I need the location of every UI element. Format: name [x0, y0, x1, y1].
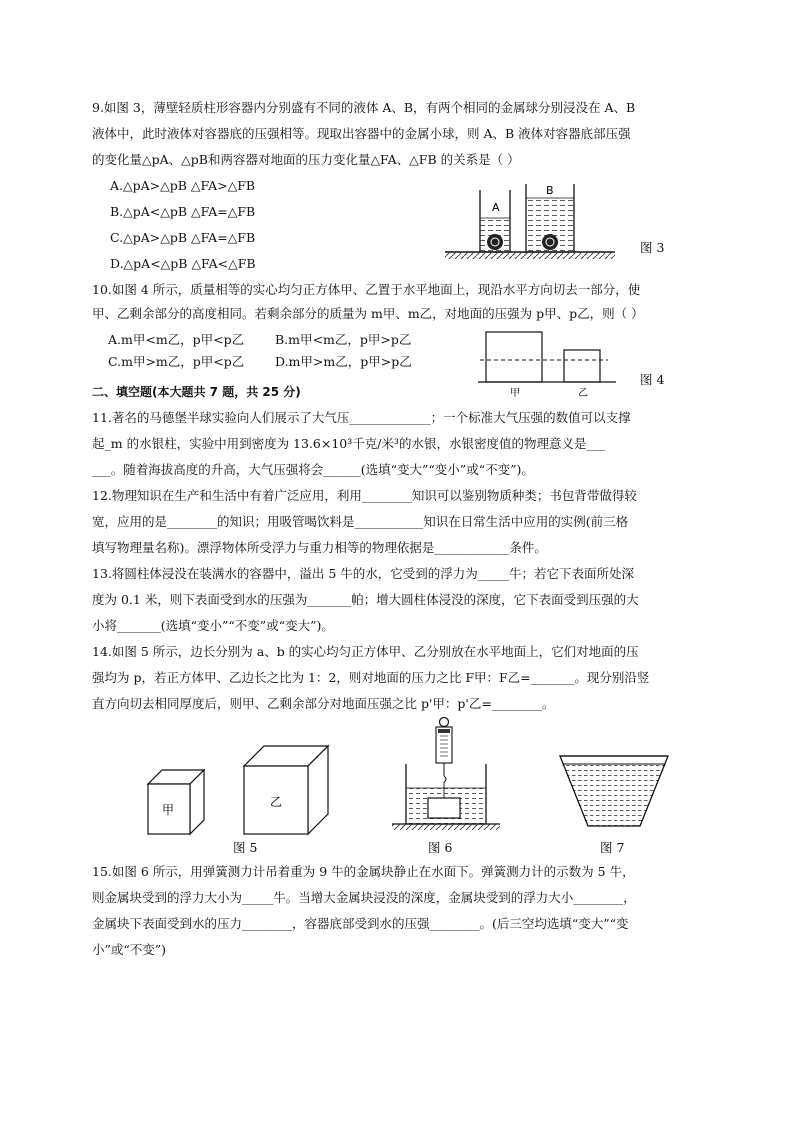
q10-line-2: 甲、乙剩余部分的高度相同。若剩余部分的质量为 m甲、m乙，对地面的压强为 p甲、p乙，则（ ）: [92, 306, 644, 321]
q11-line-3: ___。随着海拔高度的升高，大气压强将会______(选填“变大”“变小”或“不变”)。: [92, 462, 534, 477]
figure-4-caption: 图 4: [640, 372, 665, 387]
q15-line-2: 则金属块受到的浮力大小为_____牛。当增大金属块浸没的深度，金属块受到的浮力大小________，: [92, 890, 636, 905]
figure-5-caption: 图 5: [233, 840, 258, 855]
q9-line-2: 液体中，此时液体对容器底的压强相等。现取出容器中的金属小球，则 A、B 液体对容器底部压强: [92, 126, 631, 141]
q13-line-3: 小将_______(选填“变小”“不变”或“变大”)。: [92, 618, 334, 633]
section-heading: 二、填空题(本大题共 7 题，共 25 分): [92, 385, 301, 399]
q12-line-1: 12.物理知识在生产和生活中有着广泛应用，利用________知识可以鉴别物质种类；书包背带做得较: [92, 488, 637, 503]
label-a: A: [492, 201, 500, 214]
q9-option-d: D.△pA<△pB △FA<△FB: [110, 256, 256, 271]
q11-line-1: 11.著名的马德堡半球实验向人们展示了大气压_____________；一个标准大气压强的数值可以支撑: [92, 410, 631, 425]
cube-jia: [486, 332, 542, 382]
q15-line-3: 金属块下表面受到水的压力________，容器底部受到水的压强________。(后三空均选填“变大”“变: [92, 916, 629, 931]
metal-ball-b: [542, 234, 558, 250]
cube-jia-label: 甲: [162, 803, 175, 817]
figure-6: [388, 716, 508, 836]
q9-line-3: 的变化量△pA、△pB和两容器对地面的压力变化量△FA、△FB 的关系是（ ）: [92, 152, 520, 167]
figure-4: [478, 326, 618, 400]
q10-option-c: C.m甲>m乙，p甲<p乙: [108, 354, 245, 369]
q9-line-1: 9.如图 3，薄壁轻质柱形容器内分别盛有不同的液体 A、B，有两个相同的金属球分别浸没在 A、B: [92, 100, 636, 115]
q9-option-a: A.△pA>△pB △FA>△FB: [110, 178, 256, 193]
metal-block: [428, 798, 460, 818]
label-jia: 甲: [510, 388, 520, 399]
cube-yi: [564, 350, 600, 382]
water: [562, 764, 666, 826]
q15-line-1: 15.如图 6 所示，用弹簧测力计吊着重为 9 牛的金属块静止在水面下。弹簧测力计的示数为 5 牛，: [92, 864, 635, 879]
metal-ball-a: [487, 234, 503, 250]
cube-yi-label: 乙: [270, 795, 283, 809]
q10-line-1: 10.如图 4 所示，质量相等的实心均匀正方体甲、乙置于水平地面上，现沿水平方向切去一部分，使: [92, 282, 641, 297]
figure-6-caption: 图 6: [428, 840, 453, 855]
q9-option-c: C.△pA>△pB △FA=△FB: [110, 230, 256, 245]
q13-line-2: 度为 0.1 米，则下表面受到水的压强为_______帕；增大圆柱体浸没的深度，它下表面受到压强的大: [92, 592, 639, 607]
q11-line-2: 起_m 的水银柱，实验中用到密度为 13.6×10³千克/米³的水银，水银密度值的物理意义是___: [92, 436, 606, 451]
q10-option-b: B.m甲<m乙，p甲>p乙: [275, 332, 412, 347]
q14-line-1: 14.如图 5 所示，边长分别为 a、b 的实心均匀正方体甲、乙分别放在水平地面上，它们对地面的压: [92, 644, 639, 659]
q10-option-d: D.m甲>m乙，p甲>p乙: [275, 354, 412, 369]
q15-line-4: 小”或“不变”): [92, 942, 167, 957]
figure-7: [554, 748, 674, 834]
figure-5: [140, 740, 340, 840]
figure-3-caption: 图 3: [640, 240, 665, 255]
q12-line-3: 填写物理量名称)。漂浮物体所受浮力与重力相等的物理依据是____________条件。: [92, 540, 547, 555]
q9-option-b: B.△pA<△pB △FA=△FB: [110, 204, 256, 219]
label-b: B: [546, 184, 554, 197]
label-yi: 乙: [578, 388, 588, 399]
figure-3: [440, 178, 620, 260]
q12-line-2: 宽，应用的是________的知识；用吸管喝饮料是___________知识在日常生活中应用的实例(前三格: [92, 514, 629, 529]
q14-line-3: 直方向切去相同厚度后，则甲、乙剩余部分对地面压强之比 p'甲：p'乙=________。: [92, 696, 555, 711]
q14-line-2: 强均为 p，若正方体甲、乙边长之比为 1：2，则对地面的压力之比 F甲：F乙=_______。现分别沿竖: [92, 670, 650, 685]
q10-option-a: A.m甲<m乙，p甲<p乙: [108, 332, 245, 347]
q13-line-1: 13.将圆柱体浸没在装满水的容器中，溢出 5 牛的水，它受到的浮力为_____牛；若它下表面所处深: [92, 566, 635, 581]
figure-7-caption: 图 7: [600, 840, 625, 855]
